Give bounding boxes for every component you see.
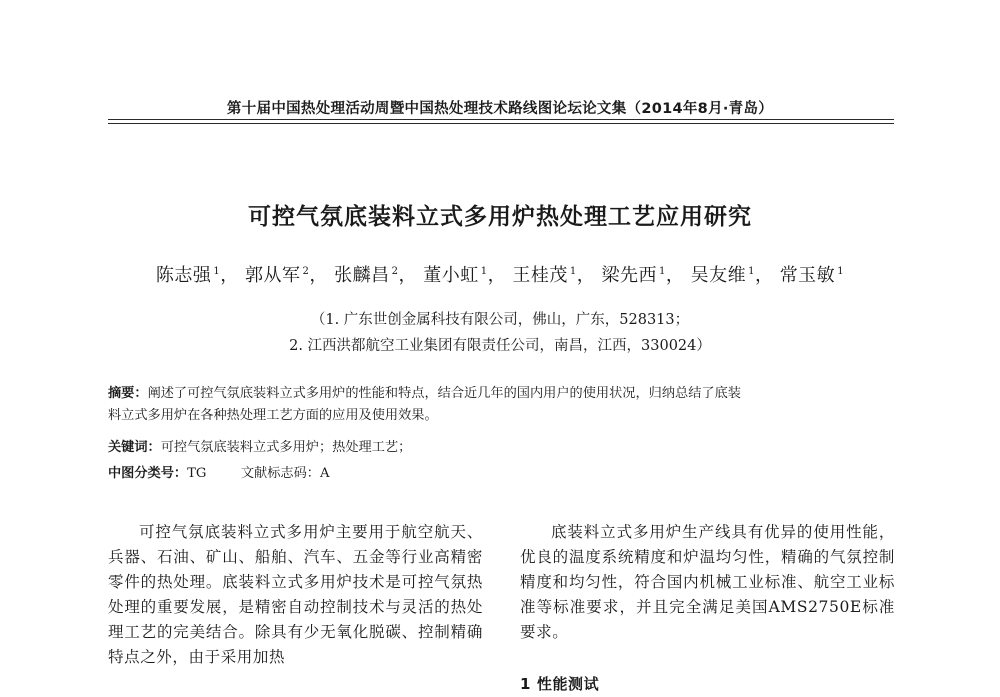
abstract-line-1 [108,383,898,405]
author: 常玉敏 $^1$ [779,265,845,286]
author: 郭从军 $^2$， [245,265,328,286]
author: 董小虹 $^1$， [423,265,507,286]
author: 张麟昌 $^2$， [334,265,418,286]
doc-code-value: A [320,466,330,481]
keywords-text: 可控气氛底装料立式多用炉；热处理工艺； [160,440,412,455]
abstract [108,383,898,427]
author: 吴友维 $^1$， [690,265,774,286]
keywords-label: 关键词： [108,440,161,455]
affiliation-2: 2. 江西洪都航空工业集团有限责任公司，南昌，江西，330024） [289,338,711,354]
running-header: 第十届中国热处理活动周暨中国热处理技术路线图论坛论文集（2014年8月·青岛） [226,101,774,117]
author: 陈志强 $^1$， [155,265,239,286]
header-rule-top [108,119,894,120]
right-column-paragraph: 底装料立式多用炉生产线具有优异的使用性能，优良的温度系统精度和炉温均匀性，精确的气氛控制精度和均匀性，符合国内机械工业标准、航空工业标准等标准要求，并且完全满足美国AMS2750E标准要求。 [520,523,895,641]
affiliation-1: （1. 广东世创金属科技有限公司，佛山，广东，528313； [310,312,690,328]
keywords [108,437,898,459]
left-column-paragraph: 可控气氛底装料立式多用炉主要用于航空航天、兵器、石油、矿山、船舶、汽车、五金等行业高精密零件的热处理。底装料立式多用炉技术是可控气氛热处理的重要发展，是精密自动控制技术与灵活的热处理工艺的完美结合。除具有少无氧化脱碳、控制精确特点之外，由于采用加热 [108,523,483,666]
abstract-text-1: 阐述了可控气氛底装料立式多用炉的性能和特点，结合近几年的国内用户的使用状况，归纳总结了底装 [147,386,741,401]
author: 梁先西 $^1$， [601,265,685,286]
clc-label: 中图分类号： [108,466,188,481]
header-rule-bottom [108,123,894,124]
section-heading: 1 性能测试 [520,675,600,693]
abstract-line-2: 料立式多用炉在各种热处理工艺方面的应用及使用效果。 [108,408,438,423]
abstract-label: 摘要： [108,386,148,401]
author: 王桂茂 $^1$， [512,265,596,286]
classification [108,463,898,485]
author-list [100,261,900,287]
paper-title: 可控气氛底装料立式多用炉热处理工艺应用研究 [248,204,752,230]
clc-value: TG [187,466,207,481]
doc-code-label: 文献标志码： [240,466,320,481]
